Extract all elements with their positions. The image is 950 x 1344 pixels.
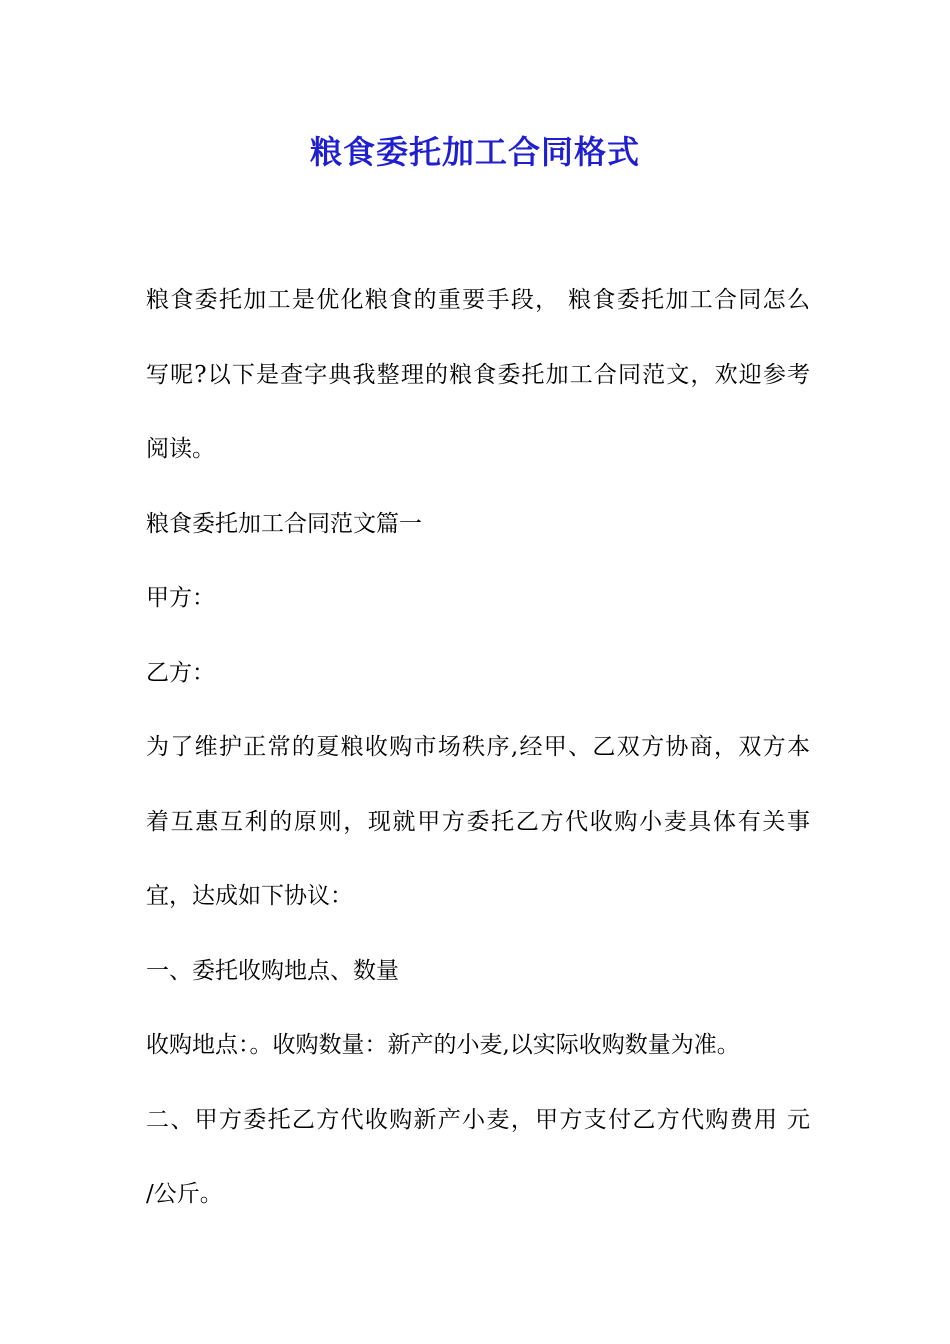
paragraph-line-intro-1: 粮食委托加工是优化粮食的重要手段， 粮食委托加工合同怎么 xyxy=(146,287,810,313)
document-title: 粮食委托加工合同格式 xyxy=(309,133,640,171)
paragraph-line-agreement-2: 着互惠互利的原则，现就甲方委托乙方代收购小麦具体有关事 xyxy=(146,808,810,835)
party-b-label: 乙方： xyxy=(146,659,215,686)
clause-1-text: 收购地点：。收购数量：新产的小麦,以实际收购数量为准。 xyxy=(146,1032,740,1058)
paragraph-line-intro-3: 阅读。 xyxy=(146,436,215,462)
clause-2-text-line-1: 二、甲方委托乙方代收购新产小麦，甲方支付乙方代购费用 元 xyxy=(146,1106,810,1133)
paragraph-line-intro-2: 写呢?以下是查字典我整理的粮食委托加工合同范文，欢迎参考 xyxy=(146,361,810,388)
clause-heading-1: 一、委托收购地点、数量 xyxy=(146,957,399,984)
document-body xyxy=(146,263,810,1232)
clause-2-text-line-2: /公斤。 xyxy=(146,1181,223,1207)
party-a-label: 甲方： xyxy=(146,585,215,611)
section-heading: 粮食委托加工合同范文篇一 xyxy=(146,510,422,537)
paragraph-line-agreement-3: 宜，达成如下协议： xyxy=(146,883,353,909)
paragraph-line-agreement-1: 为了维护正常的夏粮收购市场秩序,经甲、乙双方协商，双方本 xyxy=(146,734,810,760)
